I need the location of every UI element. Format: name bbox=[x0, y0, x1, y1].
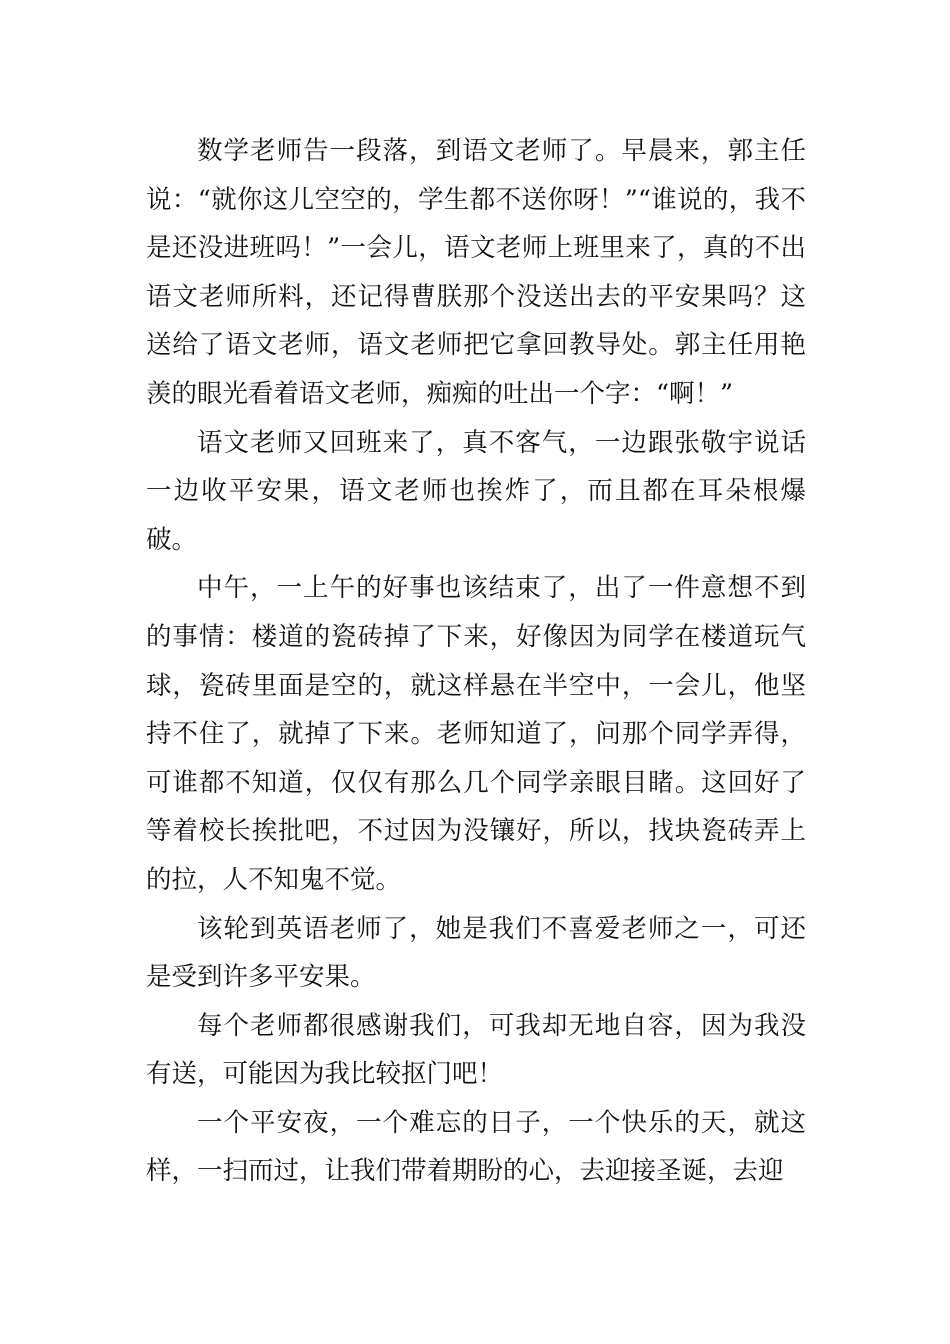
paragraph: 数学老师告一段落，到语文老师了。早晨来，郭主任说：“就你这儿空空的，学生都不送你呀！”“谁说的，我不是还没进班吗！”一会儿，语文老师上班里来了，真的不出语文老师所料，还记得曹朕那个没送出去的平安果吗？这送给了语文老师，语文老师把它拿回教导处。郭主任用艳羡的眼光看着语文老师，痴痴的吐出一个字：“啊！” bbox=[146, 136, 806, 409]
paragraph: 中午，一上午的好事也该结束了，出了一件意想不到的事情：楼道的瓷砖掉了下来，好像因为同学在楼道玩气球，瓷砖里面是空的，就这样悬在半空中，一会儿，他坚持不住了，就掉了下来。老师知道了，问那个同学弄得，可谁都不知道，仅仅有那么几个同学亲眼目睹。这回好了等着校长挨批吧，不过因为没镶好，所以，找块瓷砖弄上的拉，人不知鬼不觉。 bbox=[146, 573, 806, 895]
paragraph: 语文老师又回班来了，真不客气，一边跟张敬宇说话一边收平安果，语文老师也挨炸了，而且都在耳朵根爆破。 bbox=[146, 427, 806, 555]
document-body bbox=[146, 127, 806, 1196]
paragraph: 该轮到英语老师了，她是我们不喜爱老师之一，可还是受到许多平安果。 bbox=[146, 913, 806, 993]
paragraph: 每个老师都很感谢我们，可我却无地自容，因为我没有送，可能因为我比较抠门吧！ bbox=[146, 1010, 806, 1090]
paragraph: 一个平安夜，一个难忘的日子，一个快乐的天，就这样，一扫而过，让我们带着期盼的心，去迎接圣诞，去迎 bbox=[146, 1107, 806, 1187]
